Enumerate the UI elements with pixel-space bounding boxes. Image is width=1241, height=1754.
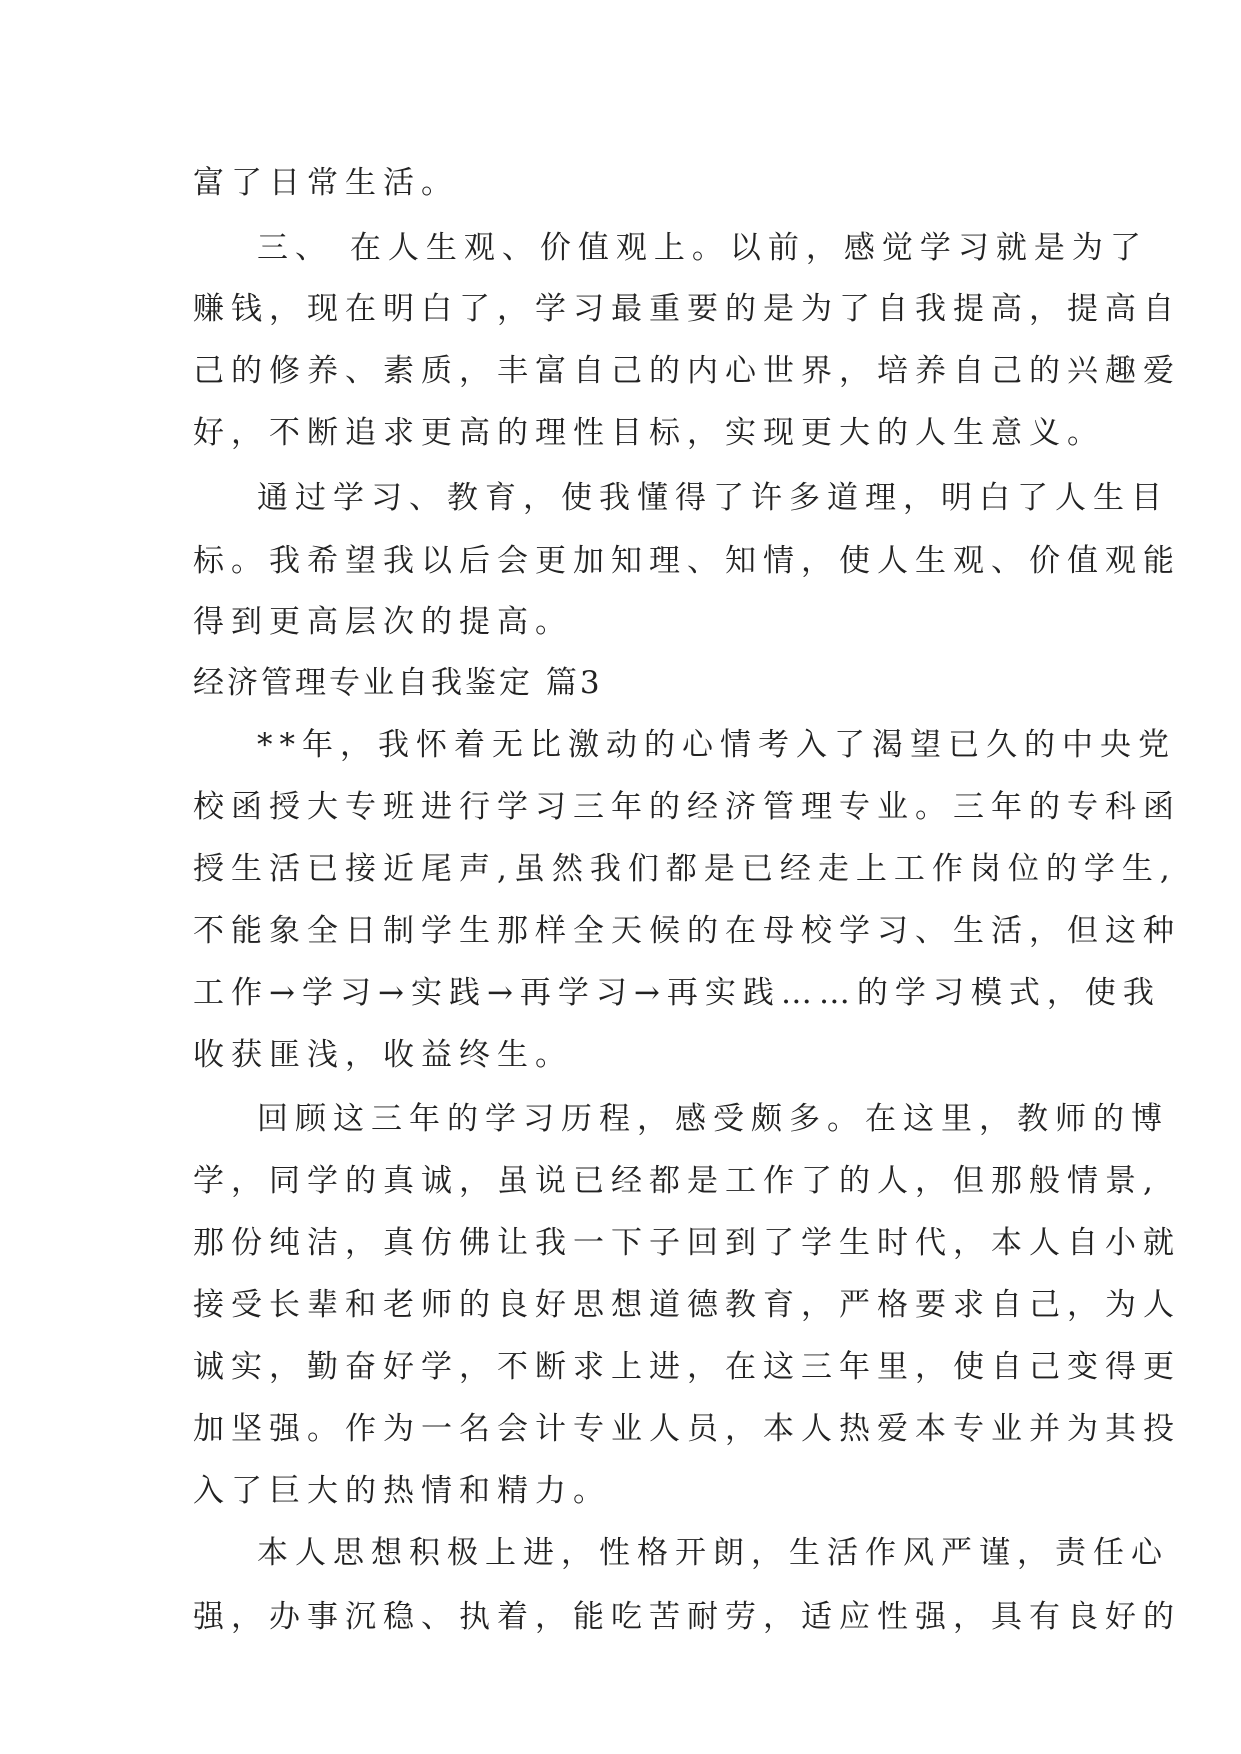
text-line: 富了日常生活。 xyxy=(193,165,459,201)
text-line: 己的修养、素质，丰富自己的内心世界，培养自己的兴趣爱 xyxy=(193,353,1181,389)
text-line: 诚实，勤奋好学，不断求上进，在这三年里，使自己变得更 xyxy=(193,1349,1181,1385)
text-line: 赚钱，现在明白了，学习最重要的是为了自我提高，提高自 xyxy=(193,291,1181,327)
text-line: 学，同学的真诚，虽说已经都是工作了的人，但那般情景, xyxy=(193,1163,1160,1199)
section-heading: 经济管理专业自我鉴定 篇3 xyxy=(193,665,603,701)
text-line: 工作→学习→实践→再学习→再实践……的学习模式，使我 xyxy=(193,975,1161,1011)
text-line: 好，不断追求更高的理性目标，实现更大的人生意义。 xyxy=(193,415,1105,451)
text-line: 那份纯洁，真仿佛让我一下子回到了学生时代，本人自小就 xyxy=(193,1225,1181,1261)
text-line: 强，办事沉稳、执着，能吃苦耐劳，适应性强，具有良好的 xyxy=(193,1599,1181,1635)
text-line: **年，我怀着无比激动的心情考入了渴望已久的中央党 xyxy=(257,727,1176,763)
text-line: 接受长辈和老师的良好思想道德教育，严格要求自己，为人 xyxy=(193,1287,1181,1323)
text-line: 标。我希望我以后会更加知理、知情，使人生观、价值观能 xyxy=(193,543,1181,579)
text-line: 收获匪浅，收益终生。 xyxy=(193,1037,573,1073)
text-line: 入了巨大的热情和精力。 xyxy=(193,1473,611,1509)
text-line: 本人思想积极上进，性格开朗，生活作风严谨，责任心 xyxy=(257,1535,1169,1571)
text-line: 加坚强。作为一名会计专业人员，本人热爱本专业并为其投 xyxy=(193,1411,1181,1447)
text-line: 不能象全日制学生那样全天候的在母校学习、生活，但这种 xyxy=(193,913,1181,949)
text-line: 得到更高层次的提高。 xyxy=(193,604,573,640)
text-line: 校函授大专班进行学习三年的经济管理专业。三年的专科函 xyxy=(193,789,1181,825)
text-line: 三、 在人生观、价值观上。以前，感觉学习就是为了 xyxy=(257,230,1148,266)
text-line: 授生活已接近尾声,虽然我们都是已经走上工作岗位的学生, xyxy=(193,851,1177,887)
text-line: 回顾这三年的学习历程，感受颇多。在这里，教师的博 xyxy=(257,1101,1169,1137)
text-line: 通过学习、教育，使我懂得了许多道理，明白了人生目 xyxy=(257,480,1169,516)
